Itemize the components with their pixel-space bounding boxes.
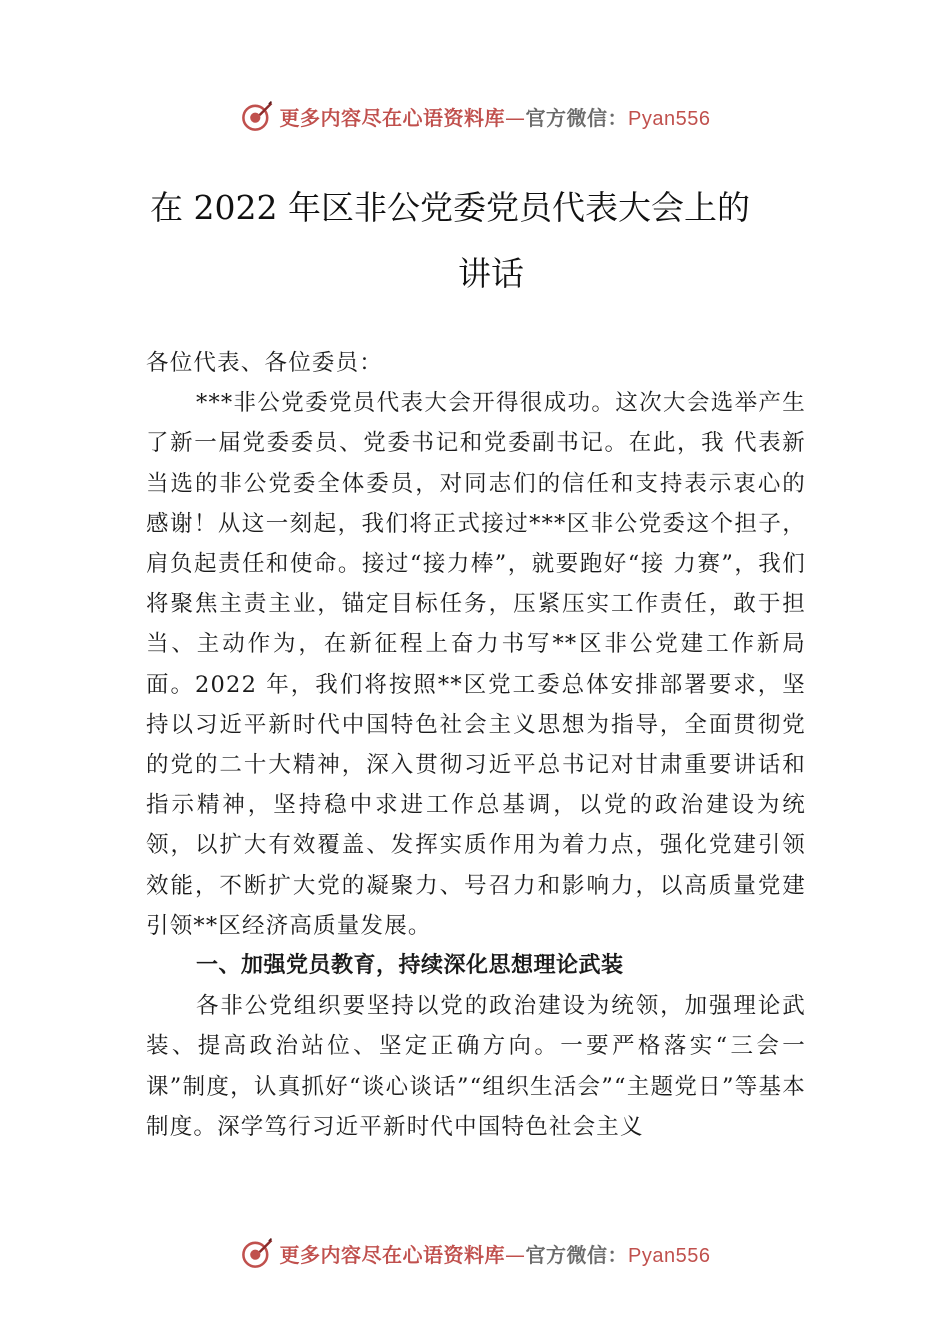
watermark-dash: — [505,105,526,130]
watermark-text [280,1239,711,1268]
document-title-line1: 在 2022 年区非公党委党员代表大会上的 [150,188,750,227]
document-body [146,343,806,1147]
watermark-label: 官方微信： [525,1242,629,1267]
watermark-text [280,102,711,131]
watermark-footer [0,1233,950,1273]
document-title-line2: 讲话 [458,254,524,293]
watermark-header [0,96,950,136]
watermark-wechat-id: Pyan556 [628,107,711,130]
watermark-brand: 更多内容尽在心语资料库 [279,1242,506,1267]
watermark-dash: — [505,1242,526,1267]
watermark-label: 官方微信： [525,105,629,130]
pen-logo-icon [240,1236,274,1270]
salutation: 各位代表、各位委员： [146,350,384,376]
paragraph-2: 各非公党组织要坚持以党的政治建设为统领，加强理论武装、提高政治站位、坚定正确方向。一要严格落实“三会一课”制度，认真抓好“谈心谈话”“组织生活会”“主题党日”等基本制度。深学笃行习近平新时代中国特色社会主义 [146,993,806,1140]
watermark-wechat-id: Pyan556 [628,1244,711,1267]
section-heading-1: 一、加强党员教育，持续深化思想理论武装 [196,953,624,979]
pen-logo-icon [240,99,274,133]
watermark-brand: 更多内容尽在心语资料库 [279,105,506,130]
paragraph-1: ***非公党委党员代表大会开得很成功。这次大会选举产生了新一届党委委员、党委书记和党委副书记。在此，我 代表新当选的非公党委全体委员，对同志们的信任和支持表示衷心的感谢！从这一刻起，我们将正式接过***区非公党委这个担子，肩负起责任和使命。接过“接力棒”，就要跑好“接 力赛”，我们将聚焦主责主业，锚定目标任务，压紧压实工作责任，敢于担当、主动作为，在新征程上奋力书写**区非公党建工作新局面。2022 年，我们将按照**区党工委总体安排部署要求，坚持以习近平新时代中国特色社会主义思想为指导，全面贯彻党的党的二十大精神，深入贯彻习近平总书记对甘肃重要讲话和指示精神，坚持稳中求进工作总基调，以党的政治建设为统领，以扩大有效覆盖、发挥实质作用为着力点，强化党建引领效能，不断扩大党的凝聚力、号召力和影响力，以高质量党建引领**区经济高质量发展。 [146,390,806,939]
